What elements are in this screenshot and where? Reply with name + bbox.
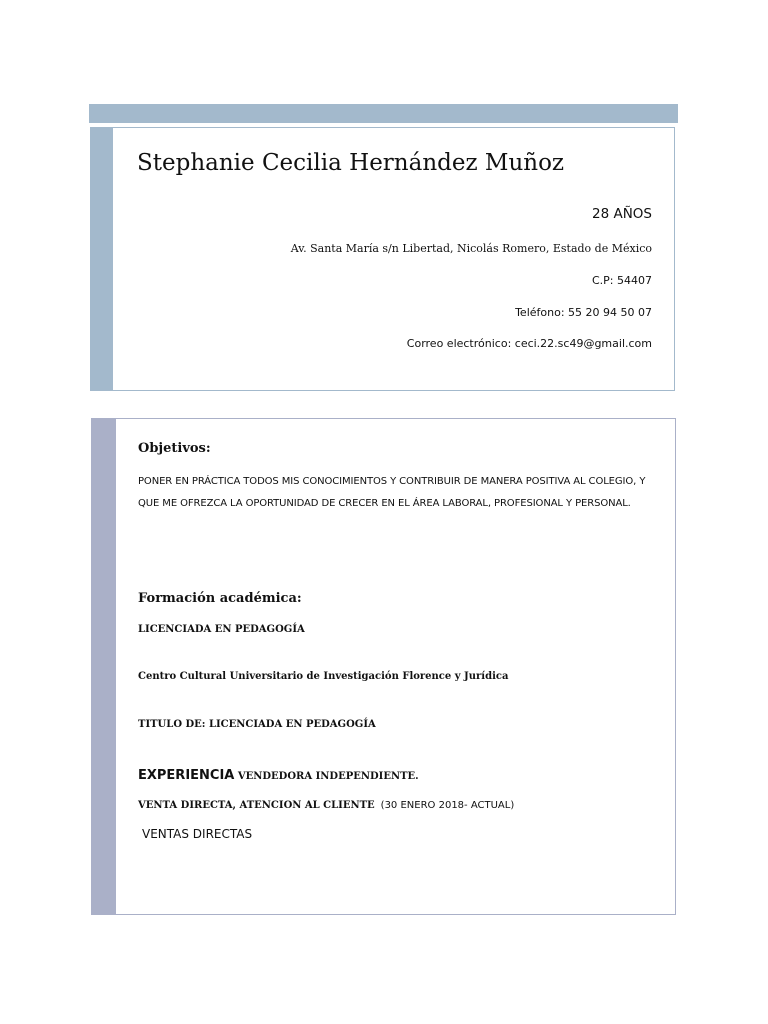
contact-header-box — [90, 127, 675, 391]
degree-name: LICENCIADA EN PEDAGOGÍA — [138, 624, 305, 635]
experience-detail: VENTA DIRECTA, ATENCION AL CLIENTE — [138, 800, 375, 811]
header-accent-stripe — [91, 128, 113, 390]
body-accent-stripe — [92, 419, 116, 914]
experience-heading-line — [138, 768, 419, 783]
experience-extra: VENTAS DIRECTAS — [142, 827, 253, 841]
top-accent-band — [89, 104, 678, 123]
experience-dates: (30 ENERO 2018- ACTUAL) — [380, 800, 515, 811]
experience-role: VENDEDORA INDEPENDIENTE. — [237, 771, 419, 782]
email-line: Correo electrónico: ceci.22.sc49@gmail.com — [406, 337, 652, 350]
objectives-text: PONER EN PRÁCTICA TODOS MIS CONOCIMIENTOS Y CONTRIBUIR DE MANERA POSITIVA AL COLEGIO, Y QUE ME OFREZCA LA OPORTUNIDAD DE CRECER EN EL ÁREA LABORAL, PROFESIONAL Y PERSONAL. — [138, 476, 646, 509]
phone-line: Teléfono: 55 20 94 50 07 — [515, 306, 652, 319]
resume-body-box — [91, 418, 676, 915]
education-heading: Formación académica: — [138, 591, 302, 606]
institution-name: Centro Cultural Universitario de Investigación Florence y Jurídica — [138, 671, 509, 682]
address-line: Av. Santa María s/n Libertad, Nicolás Romero, Estado de México — [290, 242, 652, 255]
postal-code: C.P: 54407 — [591, 274, 652, 287]
experience-heading: EXPERIENCIA — [138, 768, 235, 783]
degree-title: TITULO DE: LICENCIADA EN PEDAGOGÍA — [138, 719, 376, 730]
experience-detail-line — [138, 800, 514, 811]
candidate-age: 28 AÑOS — [592, 206, 652, 222]
candidate-name: Stephanie Cecilia Hernández Muñoz — [137, 150, 565, 176]
objectives-heading: Objetivos: — [138, 441, 211, 456]
